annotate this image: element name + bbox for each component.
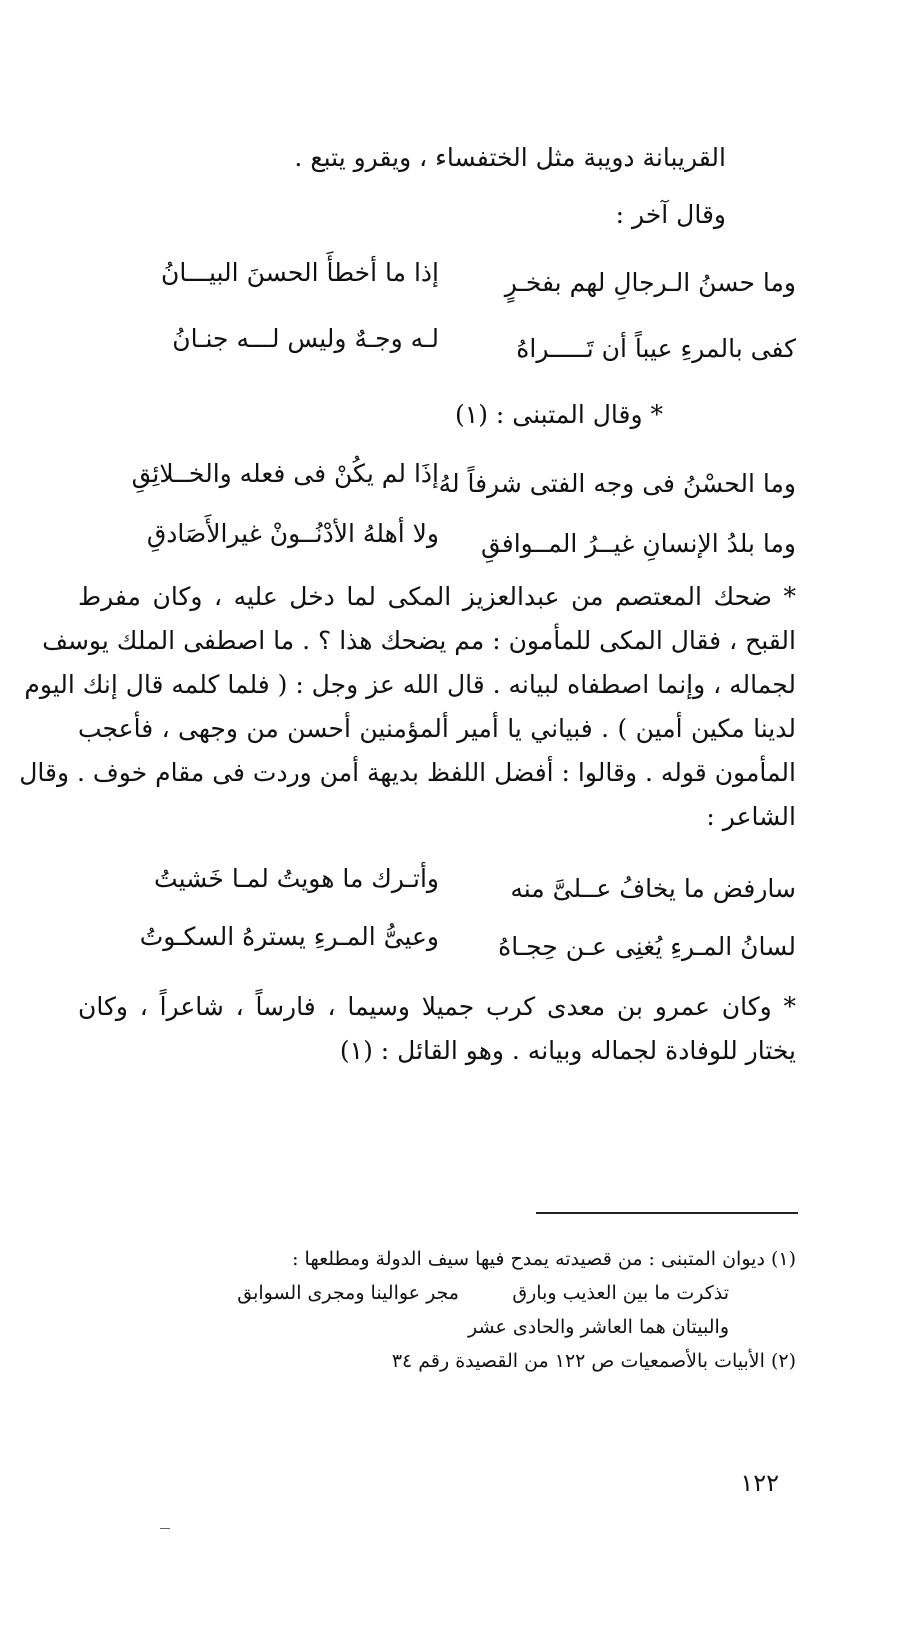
footnote-1: (١) ديوان المتبنى : من قصيدته يمدح فيها سيف الدولة ومطلعها :: [292, 1248, 796, 1270]
footnote-1-note: والبيتان هما العاشر والحادى عشر: [468, 1316, 729, 1338]
poem1-verse1-right: وما حسنُ الـرجالِ لهم بفخـرٍ: [504, 268, 796, 297]
poem2-verse2-left: ولا أهلهُ الأدْنُــونْ غيرالأَصَادقِ: [146, 519, 439, 548]
page-number: ١٢٢: [740, 1469, 779, 1497]
paragraph1-line2: القبح ، فقال المكى للمأمون : مم يضحك هذا ؟ . ما اصطفى الملك يوسف: [42, 626, 796, 655]
poem1-verse1-left: إذا ما أخطأَ الحسنَ البيـــانُ: [161, 258, 439, 287]
paragraph1-line6: الشاعر :: [706, 802, 796, 831]
poem2-verse2-right: وما بلدُ الإنسانِ غيــرُ المــوافقِ: [480, 529, 796, 558]
intro-line: القريبانة دويبة مثل الختفساء ، ويقرو يتبع .: [294, 143, 726, 172]
paragraph1-line5: المأمون قوله . وقالوا : أفضل اللفظ بديهة أمن وردت فى مقام خوف . وقال: [19, 758, 796, 787]
said-other-heading: وقال آخر :: [615, 200, 726, 229]
poem1-verse2-left: لـه وجـهٌ وليس لـــه جنـانُ: [172, 324, 439, 353]
poem1-verse2-right: كفى بالمرءِ عيباً أن تَـــــراهُ: [516, 334, 796, 363]
poem3-verse1-left: وأتـرك ما هويتُ لمـا خَشيتُ: [154, 864, 439, 893]
footnote-2: (٢) الأبيات بالأصمعيات ص ١٢٢ من القصيدة رقم ٣٤: [391, 1350, 796, 1372]
said-mutanabbi-heading: * وقال المتبنى : (١): [455, 400, 663, 429]
poem3-verse1-right: سارفض ما يخافُ عــلىَّ منه: [510, 874, 796, 903]
poem2-verse1-right: وما الحسْنُ فى وجه الفتى شرفاً لهُ: [438, 469, 796, 498]
paragraph1-line3: لجماله ، وإنما اصطفاه لبيانه . قال الله عز وجل : ( فلما كلمه قال إنك اليوم: [24, 670, 796, 699]
print-speck: [160, 1528, 170, 1529]
paragraph1-line1: * ضحك المعتصم من عبدالعزيز المكى لما دخل عليه ، وكان مفرط: [78, 582, 796, 611]
poem3-verse2-right: لسانُ المـرءِ يُغنِى عـن حِجـاهُ: [498, 932, 796, 961]
footnote-1-verse-left: مجر عوالينا ومجرى السوابق: [237, 1282, 459, 1304]
paragraph2-line2: يختار للوفادة لجماله وبيانه . وهو القائل : (١): [339, 1036, 796, 1065]
footnote-separator: [536, 1212, 798, 1214]
paragraph2-line1: * وكان عمرو بن معدى كرب جميلا وسيما ، فارساً ، شاعراً ، وكان: [78, 992, 796, 1021]
poem2-verse1-left: إذَا لم يكُنْ فى فعله والخــلائِقِ: [131, 459, 439, 488]
paragraph1-line4: لدينا مكين أمين ) . فبياني يا أمير ألمؤمنين أحسن من وجهى ، فأعجب: [78, 714, 796, 743]
poem3-verse2-left: وعيىُّ المـرءِ يسترهُ السكـوتُ: [139, 922, 439, 951]
footnote-1-verse-right: تذكرت ما بين العذيب وبارق: [512, 1282, 729, 1304]
